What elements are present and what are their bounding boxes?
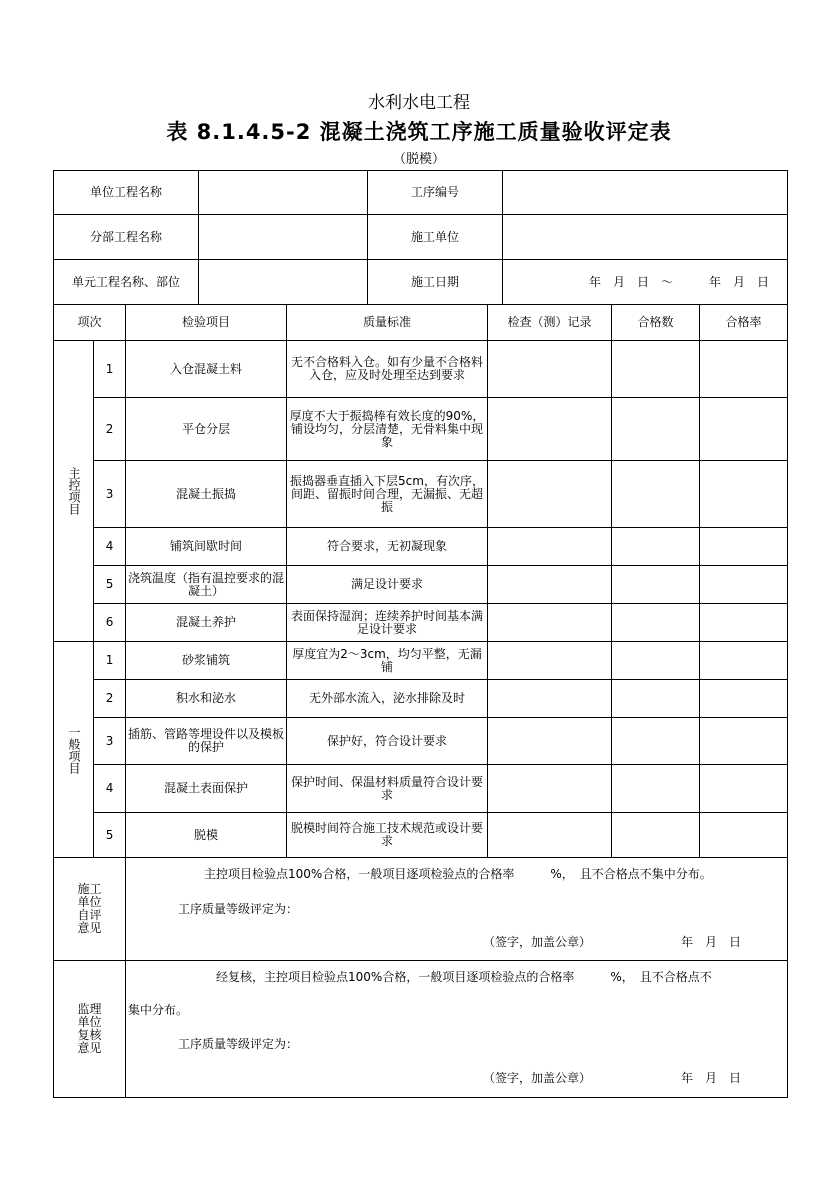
table-row	[54, 718, 788, 765]
unit-project-label: 单位工程名称	[54, 171, 199, 215]
record-cell[interactable]	[488, 341, 612, 398]
pass-rate-cell[interactable]	[700, 718, 788, 765]
table-row	[54, 765, 788, 813]
pass-rate-cell[interactable]	[700, 528, 788, 566]
item-name: 积水和泌水	[126, 680, 287, 718]
group-label-text: 主控项目	[67, 467, 81, 515]
item-name: 入仓混凝土料	[126, 341, 287, 398]
group-label-text: 一般项目	[67, 725, 81, 774]
col-inspection: 检验项目	[126, 305, 287, 341]
process-no-field[interactable]	[503, 171, 788, 215]
subtitle: （脱模）	[392, 152, 445, 167]
pass-rate-cell[interactable]	[700, 398, 788, 461]
table-row	[54, 398, 788, 461]
item-standard: 保护时间、保温材料质量符合设计要求	[287, 765, 488, 813]
item-name: 脱模	[126, 813, 287, 858]
pass-count-cell[interactable]	[612, 718, 700, 765]
page-title: 表 8.1.4.5-2 混凝土浇筑工序施工质量验收评定表	[166, 120, 672, 144]
pass-count-cell[interactable]	[612, 680, 700, 718]
element-label: 单元工程名称、部位	[54, 260, 199, 305]
col-pass-count: 合格数	[612, 305, 700, 341]
record-cell[interactable]	[488, 680, 612, 718]
item-name: 浇筑温度（指有温控要求的混凝土）	[126, 566, 287, 604]
opinion-label	[54, 961, 126, 1098]
pass-rate-cell[interactable]	[700, 604, 788, 642]
table-row	[54, 680, 788, 718]
item-standard: 厚度不大于振捣棒有效长度的90%，铺设均匀，分层清楚，无骨料集中现象	[287, 398, 488, 461]
group-label	[54, 341, 94, 642]
table-row	[54, 461, 788, 528]
item-standard: 符合要求，无初凝现象	[287, 528, 488, 566]
opinion-label	[54, 858, 126, 961]
item-standard: 脱模时间符合施工技术规范或设计要求	[287, 813, 488, 858]
opinion-content[interactable]	[126, 858, 788, 961]
item-no: 6	[94, 604, 126, 642]
item-no: 1	[94, 642, 126, 680]
group-label	[54, 642, 94, 858]
pass-count-cell[interactable]	[612, 765, 700, 813]
pass-count-cell[interactable]	[612, 461, 700, 528]
item-name: 砂浆铺筑	[126, 642, 287, 680]
item-standard: 满足设计要求	[287, 566, 488, 604]
pass-count-cell[interactable]	[612, 813, 700, 858]
item-name: 平仓分层	[126, 398, 287, 461]
col-standard: 质量标准	[287, 305, 488, 341]
category-title: 水利水电工程	[368, 93, 470, 113]
contractor-field[interactable]	[503, 215, 788, 260]
item-no: 3	[94, 718, 126, 765]
item-name: 铺筑间歇时间	[126, 528, 287, 566]
pass-rate-cell[interactable]	[700, 765, 788, 813]
sign-date: 年 月 日	[681, 1071, 742, 1085]
item-standard: 无不合格料入仓。如有少量不合格料入仓，应及时处理至达到要求	[287, 341, 488, 398]
table-row	[54, 528, 788, 566]
table-row	[54, 566, 788, 604]
process-no-label: 工序编号	[368, 171, 503, 215]
item-standard: 无外部水流入，泌水排除及时	[287, 680, 488, 718]
pass-rate-cell[interactable]	[700, 680, 788, 718]
table-row	[54, 604, 788, 642]
item-no: 4	[94, 765, 126, 813]
pass-count-cell[interactable]	[612, 341, 700, 398]
pass-count-cell[interactable]	[612, 398, 700, 461]
element-field[interactable]	[199, 260, 368, 305]
col-item: 项次	[54, 305, 126, 341]
pass-count-cell[interactable]	[612, 528, 700, 566]
sign-label: （签字，加盖公章）	[483, 1071, 592, 1085]
item-name: 混凝土养护	[126, 604, 287, 642]
contractor-label: 施工单位	[368, 215, 503, 260]
item-no: 4	[94, 528, 126, 566]
sub-project-field[interactable]	[199, 215, 368, 260]
record-cell[interactable]	[488, 528, 612, 566]
opinion-label-text: 施工单位自评意见	[77, 882, 102, 935]
record-cell[interactable]	[488, 642, 612, 680]
pass-rate-cell[interactable]	[700, 642, 788, 680]
table-row	[54, 813, 788, 858]
opinion-line1: 主控项目检验点100%合格，一般项目逐项检验点的合格率 %， 且不合格点不集中分布。	[204, 867, 712, 881]
record-cell[interactable]	[488, 813, 612, 858]
opinion-line1b: 集中分布。	[128, 1003, 189, 1017]
pass-rate-cell[interactable]	[700, 566, 788, 604]
record-cell[interactable]	[488, 398, 612, 461]
item-no: 3	[94, 461, 126, 528]
table-row	[54, 341, 788, 398]
pass-rate-cell[interactable]	[700, 813, 788, 858]
item-name: 插筋、管路等埋设件以及模板的保护	[126, 718, 287, 765]
record-cell[interactable]	[488, 461, 612, 528]
pass-count-cell[interactable]	[612, 566, 700, 604]
item-standard: 厚度宜为2～3cm，均匀平整，无漏铺	[287, 642, 488, 680]
item-no: 1	[94, 341, 126, 398]
record-cell[interactable]	[488, 566, 612, 604]
opinion-label-text: 监理单位复核意见	[77, 1002, 102, 1055]
pass-rate-cell[interactable]	[700, 461, 788, 528]
item-no: 2	[94, 398, 126, 461]
unit-project-field[interactable]	[199, 171, 368, 215]
info-table	[53, 170, 788, 305]
record-cell[interactable]	[488, 604, 612, 642]
date-field[interactable]: 年 月 日 ～ 年 月 日	[503, 260, 788, 305]
column-header-row	[54, 305, 788, 341]
pass-rate-cell[interactable]	[700, 341, 788, 398]
supervisor-opinion-row	[54, 961, 788, 1098]
sign-date: 年 月 日	[681, 935, 742, 949]
sub-project-label: 分部工程名称	[54, 215, 199, 260]
col-record: 检查（测）记录	[488, 305, 612, 341]
item-no: 2	[94, 680, 126, 718]
opinion-content[interactable]	[126, 961, 788, 1098]
item-standard: 保护好，符合设计要求	[287, 718, 488, 765]
item-name: 混凝土表面保护	[126, 765, 287, 813]
table-row	[54, 642, 788, 680]
opinion-line1: 经复核，主控项目检验点100%合格，一般项目逐项检验点的合格率 %， 且不合格点不	[216, 970, 712, 984]
inspection-table	[53, 304, 788, 1098]
pass-count-cell[interactable]	[612, 642, 700, 680]
item-standard: 表面保持湿润；连续养护时间基本满足设计要求	[287, 604, 488, 642]
item-name: 混凝土振捣	[126, 461, 287, 528]
date-label: 施工日期	[368, 260, 503, 305]
col-pass-rate: 合格率	[700, 305, 788, 341]
record-cell[interactable]	[488, 765, 612, 813]
item-no: 5	[94, 566, 126, 604]
item-no: 5	[94, 813, 126, 858]
item-standard: 振捣器垂直插入下层5cm，有次序，间距、留振时间合理，无漏振、无超振	[287, 461, 488, 528]
sign-label: （签字，加盖公章）	[483, 935, 592, 949]
opinion-line2: 工序质量等级评定为：	[178, 1037, 299, 1051]
opinion-line2: 工序质量等级评定为：	[178, 902, 299, 916]
record-cell[interactable]	[488, 718, 612, 765]
contractor-opinion-row	[54, 858, 788, 961]
pass-count-cell[interactable]	[612, 604, 700, 642]
